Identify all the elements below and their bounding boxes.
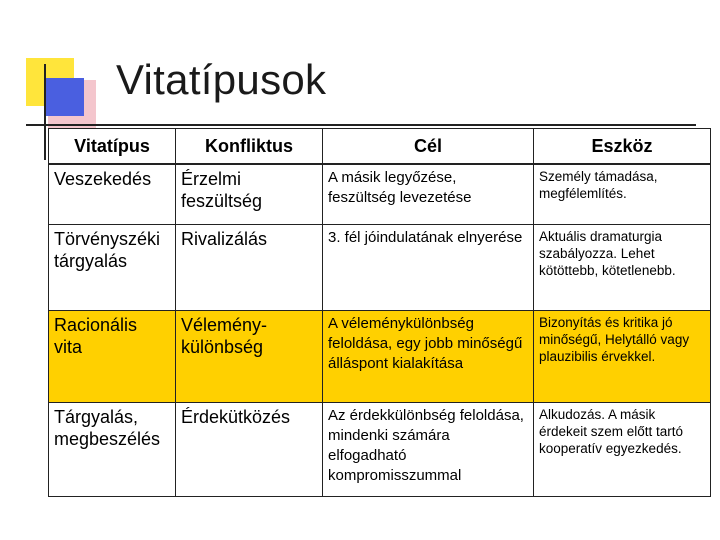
cell-tipus: Racionális vita — [49, 310, 176, 402]
cell-eszkoz: Alkudozás. A másik érdekeit szem előtt tartó kooperatív egyezkedés. — [534, 402, 711, 496]
cell-eszkoz: Bizonyítás és kritika jó minőségű, Helytálló vagy plauzibilis érvekkel. — [534, 310, 711, 402]
cell-konfliktus: Érzelmi feszültség — [176, 164, 323, 224]
debate-types-table — [48, 128, 711, 497]
header-konfliktus: Konfliktus — [176, 129, 323, 165]
decor-horizontal-rule — [26, 124, 696, 126]
slide-title: Vitatípusok — [116, 56, 327, 103]
cell-cel: 3. fél jóindulatának elnyerése — [323, 224, 534, 310]
cell-konfliktus: Rivalizálás — [176, 224, 323, 310]
cell-cel: A véleménykülönbség feloldása, egy jobb minőségű álláspont kialakítása — [323, 310, 534, 402]
decor-vertical-rule — [44, 64, 46, 160]
table-header-row — [49, 129, 711, 165]
table-row — [49, 402, 711, 496]
decor-blue-square — [46, 78, 84, 116]
table-row-highlighted — [49, 310, 711, 402]
table-row — [49, 164, 711, 224]
header-cel: Cél — [323, 129, 534, 165]
table-row — [49, 224, 711, 310]
header-vitatipus: Vitatípus — [49, 129, 176, 165]
cell-konfliktus: Érdekütközés — [176, 402, 323, 496]
cell-konfliktus: Vélemény-különbség — [176, 310, 323, 402]
cell-cel: Az érdekkülönbség feloldása, mindenki számára elfogadható kompromisszummal — [323, 402, 534, 496]
cell-cel: A másik legyőzése, feszültség levezetése — [323, 164, 534, 224]
cell-eszkoz: Aktuális dramaturgia szabályozza. Lehet kötöttebb, kötetlenebb. — [534, 224, 711, 310]
header-eszkoz: Eszköz — [534, 129, 711, 165]
cell-eszkoz: Személy támadása, megfélemlítés. — [534, 164, 711, 224]
cell-tipus: Tárgyalás, megbeszélés — [49, 402, 176, 496]
cell-tipus: Törvényszéki tárgyalás — [49, 224, 176, 310]
cell-tipus: Veszekedés — [49, 164, 176, 224]
